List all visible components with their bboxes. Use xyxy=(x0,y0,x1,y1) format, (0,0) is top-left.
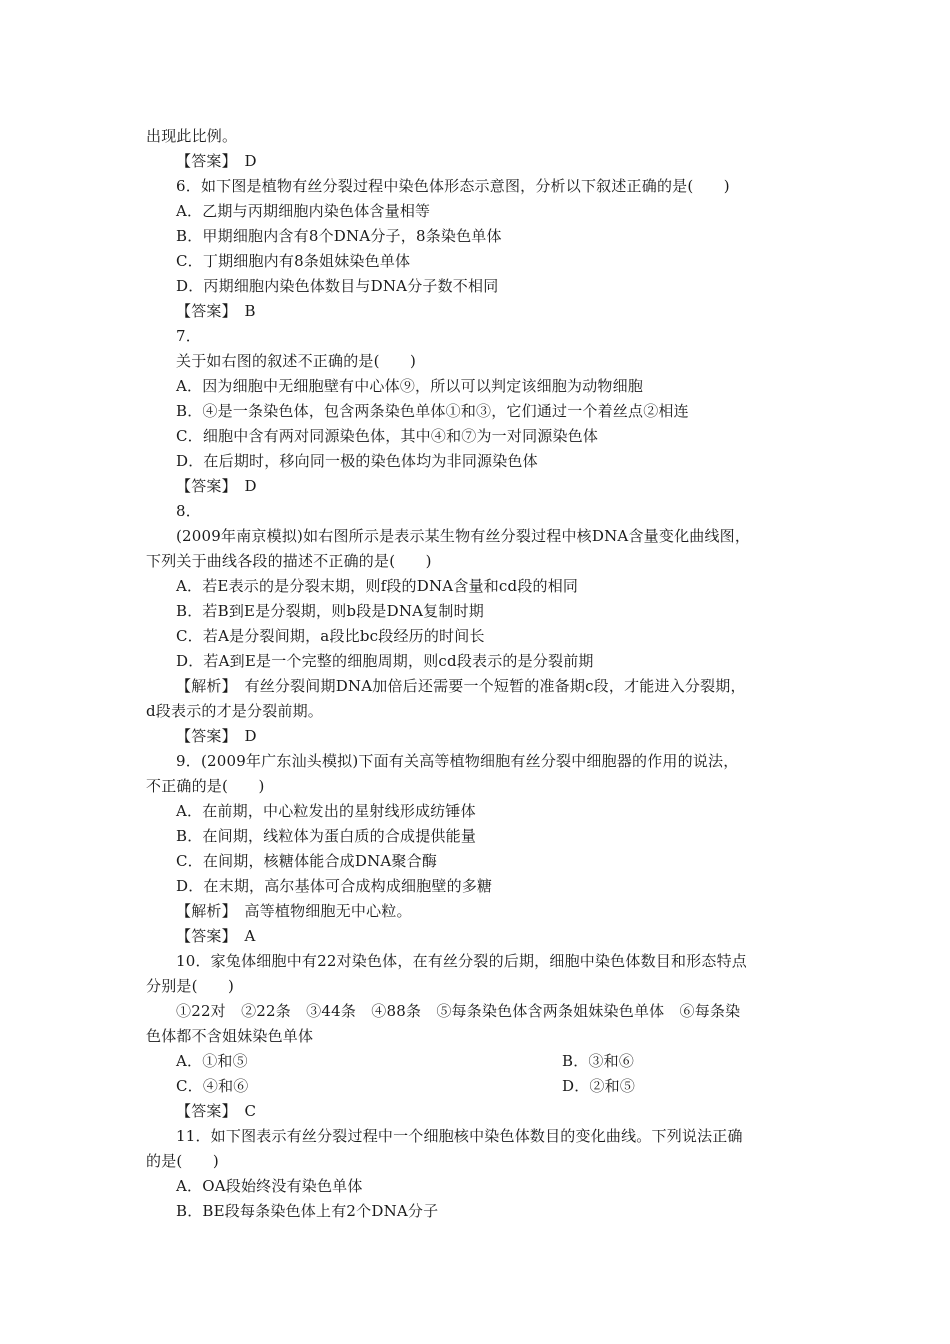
option-line: A．OA段始终没有染色单体 xyxy=(176,1177,363,1195)
answer-line: 【答案】 B xyxy=(176,302,256,320)
question-9: 9．(2009年广东汕头模拟)下面有关高等植物细胞有丝分裂中细胞器的作用的说法， xyxy=(176,752,739,770)
choices-continued: 色体都不含姐妹染色单体 xyxy=(146,1027,314,1045)
question-8: (2009年南京模拟)如右图所示是表示某生物有丝分裂过程中核DNA含量变化曲线图， xyxy=(176,527,751,545)
option-line: B．若B到E是分裂期，则b段是DNA复制时期 xyxy=(176,602,484,620)
option-line: C．细胞中含有两对同源染色体，其中④和⑦为一对同源染色体 xyxy=(176,427,599,445)
question-11: 11．如下图表示有丝分裂过程中一个细胞核中染色体数目的变化曲线。下列说法正确 xyxy=(176,1127,743,1145)
question-9-continued: 不正确的是( ) xyxy=(146,777,265,795)
option-line: B．在间期，线粒体为蛋白质的合成提供能量 xyxy=(176,827,477,845)
option-line: C．若A是分裂间期，a段比bc段经历的时间长 xyxy=(176,627,485,645)
option-line: D．在后期时，移向同一极的染色体均为非同源染色体 xyxy=(176,452,538,470)
option-line: C．在间期，核糖体能合成DNA聚合酶 xyxy=(176,852,438,870)
option-line: C．④和⑥ xyxy=(176,1077,249,1095)
answer-line: 【答案】 C xyxy=(176,1102,257,1120)
question-11-continued: 的是( ) xyxy=(146,1152,219,1170)
question-8-number: 8． xyxy=(176,502,201,520)
option-line: D．②和⑤ xyxy=(562,1077,636,1095)
explanation-line: 【解析】 高等植物细胞无中心粒。 xyxy=(176,902,412,920)
answer-line: 【答案】 D xyxy=(176,152,257,170)
question-7-number: 7． xyxy=(176,327,201,345)
choices-line: ①22对 ②22条 ③44条 ④88条 ⑤每条染色体含两条姐妹染色单体 ⑥每条染 xyxy=(176,1002,741,1020)
explanation-line: 【解析】 有丝分裂间期DNA加倍后还需要一个短暂的准备期c段，才能进入分裂期， xyxy=(176,677,746,695)
option-line: A．在前期，中心粒发出的星射线形成纺锤体 xyxy=(176,802,476,820)
option-line: A．若E表示的是分裂末期，则f段的DNA含量和cd段的相同 xyxy=(176,577,579,595)
option-line: B．BE段每条染色体上有2个DNA分子 xyxy=(176,1202,439,1220)
option-line: B．甲期细胞内含有8个DNA分子，8条染色单体 xyxy=(176,227,502,245)
question-8-continued: 下列关于曲线各段的描述不正确的是( ) xyxy=(146,552,432,570)
answer-line: 【答案】 D xyxy=(176,477,257,495)
option-line: D．在末期，高尔基体可合成构成细胞壁的多糖 xyxy=(176,877,493,895)
option-line: B．④是一条染色体，包含两条染色单体①和③，它们通过一个着丝点②相连 xyxy=(176,402,689,420)
option-line: A．①和⑤ xyxy=(176,1052,248,1070)
question-7: 关于如右图的叙述不正确的是( ) xyxy=(176,352,417,370)
option-line: A．因为细胞中无细胞壁有中心体⑨，所以可以判定该细胞为动物细胞 xyxy=(176,377,644,395)
question-6: 6．如下图是植物有丝分裂过程中染色体形态示意图，分析以下叙述正确的是( ) xyxy=(176,177,730,195)
answer-line: 【答案】 A xyxy=(176,927,256,945)
option-line: D．丙期细胞内染色体数目与DNA分子数不相同 xyxy=(176,277,499,295)
option-line: B．③和⑥ xyxy=(562,1052,635,1070)
text-line: 出现此比例。 xyxy=(146,127,238,145)
question-10: 10．家兔体细胞中有22对染色体，在有丝分裂的后期，细胞中染色体数目和形态特点 xyxy=(176,952,747,970)
question-10-continued: 分别是( ) xyxy=(146,977,235,995)
option-line: C．丁期细胞内有8条姐妹染色单体 xyxy=(176,252,411,270)
answer-line: 【答案】 D xyxy=(176,727,257,745)
explanation-continued: d段表示的才是分裂前期。 xyxy=(146,702,324,720)
option-line: D．若A到E是一个完整的细胞周期，则cd段表示的是分裂前期 xyxy=(176,652,594,670)
option-line: A．乙期与丙期细胞内染色体含量相等 xyxy=(176,202,431,220)
